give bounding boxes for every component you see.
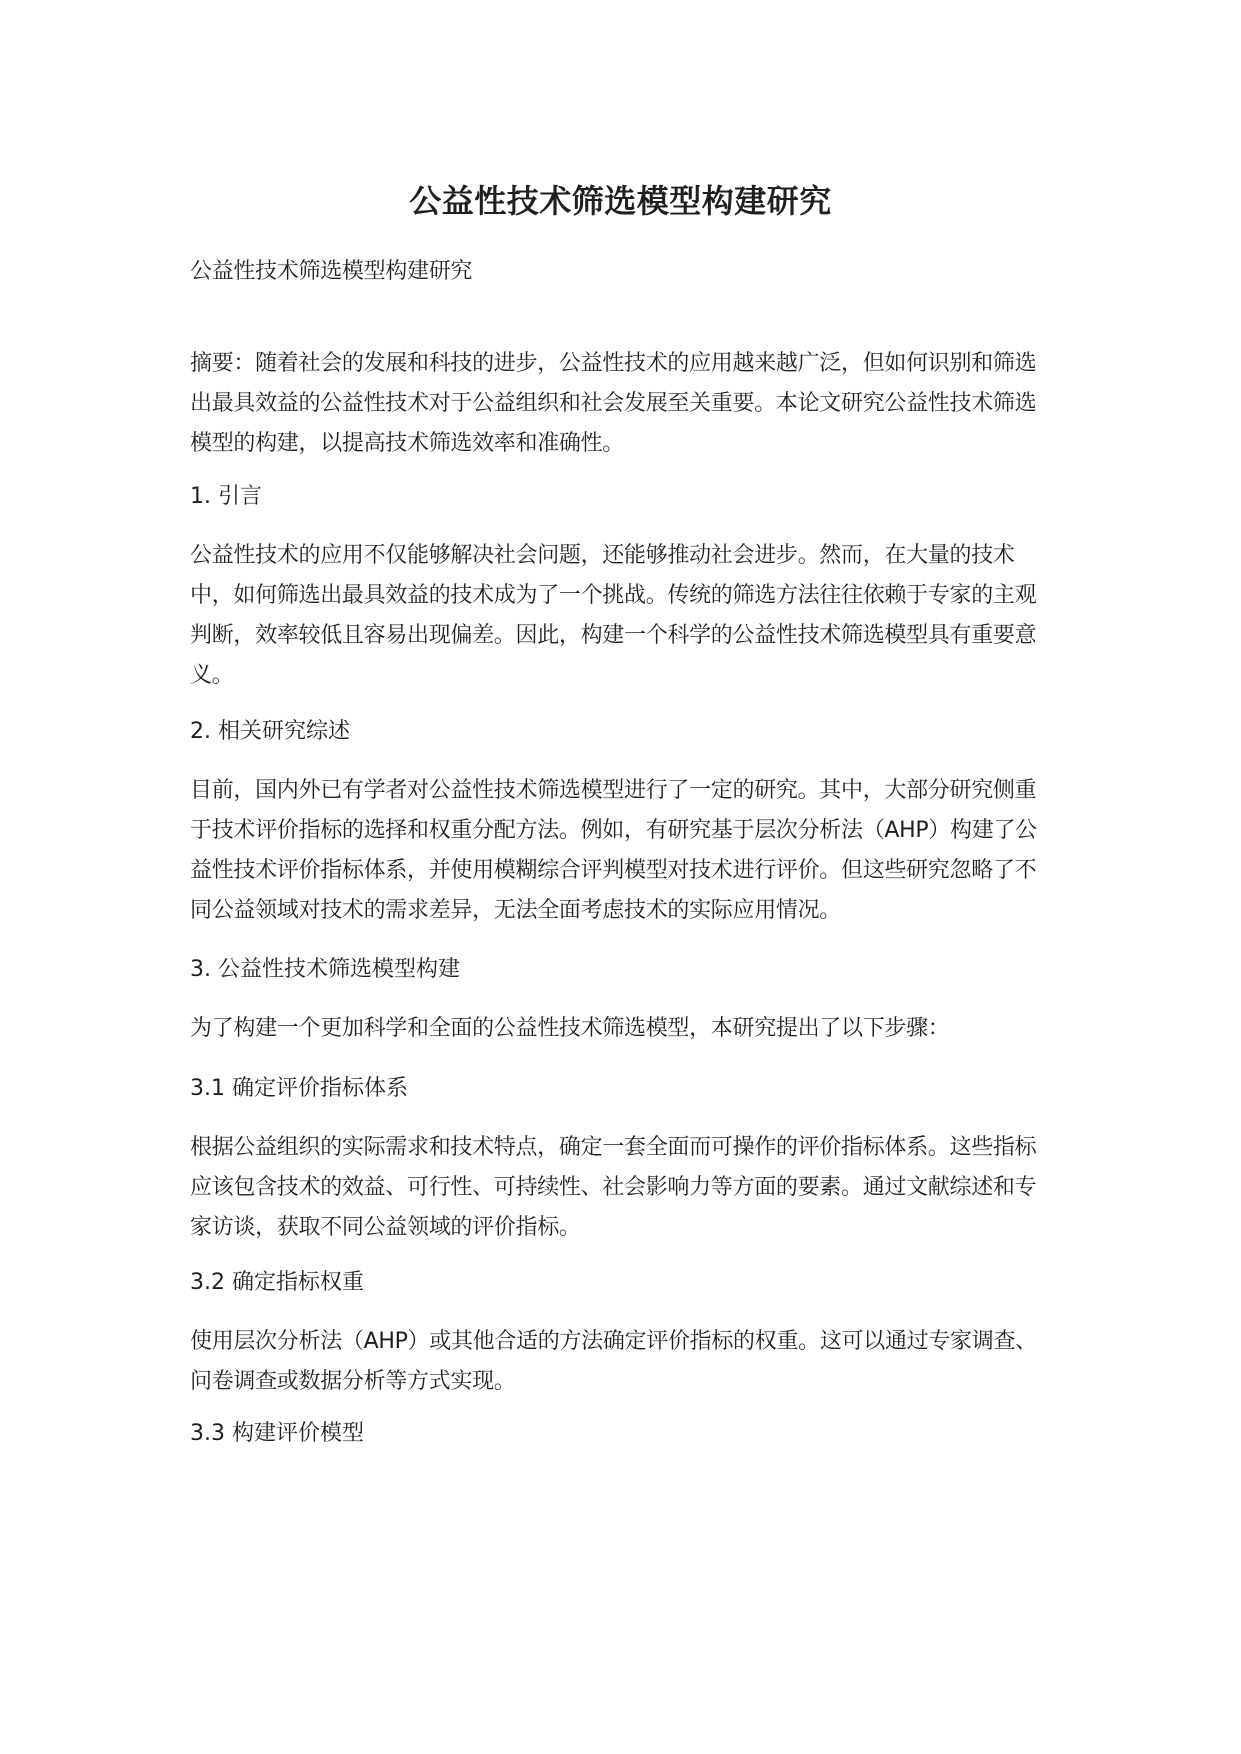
section-heading-indicator-system: 3.1 确定评价指标体系 [190, 1076, 408, 1101]
section-text-indicator-weights: 使用层次分析法（AHP）或其他合适的方法确定评价指标的权重。这可以通过专家调查、问卷调查或数据分析等方式实现。 [190, 1329, 1037, 1394]
document-title: 公益性技术筛选模型构建研究 [409, 182, 832, 220]
section-text-model-construction: 为了构建一个更加科学和全面的公益性技术筛选模型，本研究提出了以下步骤： [190, 1016, 950, 1041]
section-heading-related-work: 2. 相关研究综述 [190, 719, 350, 744]
section-text-indicator-system: 根据公益组织的实际需求和技术特点，确定一套全面而可操作的评价指标体系。这些指标应该包含技术的效益、可行性、可持续性、社会影响力等方面的要素。通过文献综述和专家访谈，获取不同公益领域的评价指标。 [190, 1135, 1037, 1240]
section-heading-model-construction: 3. 公益性技术筛选模型构建 [190, 957, 460, 982]
section-heading-indicator-weights: 3.2 确定指标权重 [190, 1270, 364, 1295]
section-text-introduction: 公益性技术的应用不仅能够解决社会问题，还能够推动社会进步。然而，在大量的技术中，如何筛选出最具效益的技术成为了一个挑战。传统的筛选方法往往依赖于专家的主观判断，效率较低且容易出现偏差。因此，构建一个科学的公益性技术筛选模型具有重要意义。 [190, 543, 1037, 688]
document-subtitle: 公益性技术筛选模型构建研究 [190, 259, 473, 284]
section-text-related-work: 目前，国内外已有学者对公益性技术筛选模型进行了一定的研究。其中，大部分研究侧重于技术评价指标的选择和权重分配方法。例如，有研究基于层次分析法（AHP）构建了公益性技术评价指标体系，并使用模糊综合评判模型对技术进行评价。但这些研究忽略了不同公益领域对技术的需求差异，无法全面考虑技术的实际应用情况。 [190, 778, 1037, 923]
section-heading-introduction: 1. 引言 [190, 484, 262, 509]
abstract-paragraph: 摘要：随着社会的发展和科技的进步，公益性技术的应用越来越广泛，但如何识别和筛选出最具效益的公益性技术对于公益组织和社会发展至关重要。本论文研究公益性技术筛选模型的构建，以提高技术筛选效率和准确性。 [190, 351, 1037, 456]
section-heading-evaluation-model: 3.3 构建评价模型 [190, 1421, 364, 1446]
